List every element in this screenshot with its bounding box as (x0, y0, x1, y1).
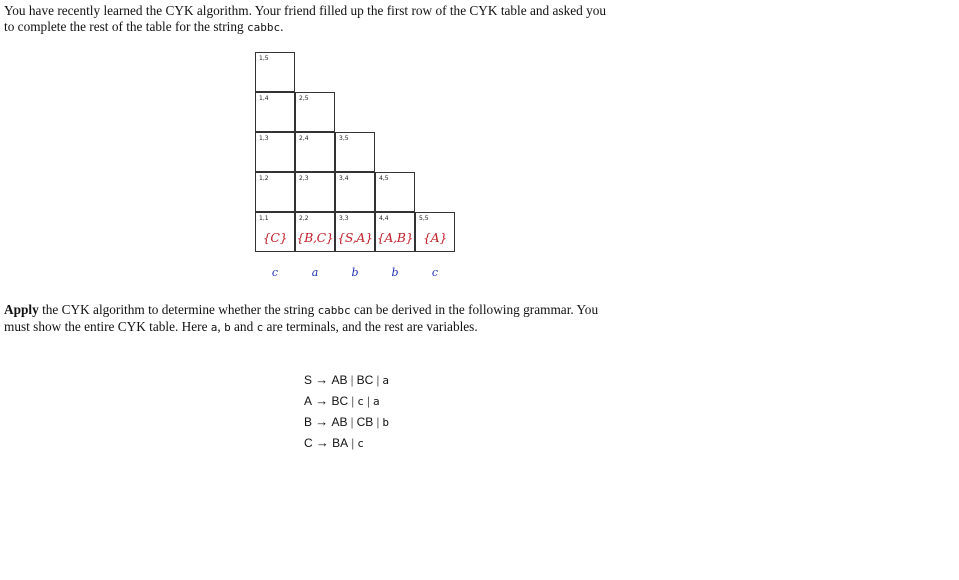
cell-index: 2,3 (299, 175, 309, 182)
cyk-cell (255, 132, 295, 172)
cyk-cell (255, 172, 295, 212)
cell-index: 1,5 (259, 55, 269, 62)
cell-value (416, 230, 454, 245)
rule-lhs: S (304, 373, 313, 387)
grammar-rule-b: B → AB | CB | b (304, 414, 390, 429)
rule-arrow: → (315, 435, 329, 450)
rule-terminal: a (373, 395, 380, 408)
rule-arrow: → (315, 372, 329, 387)
grammar-rule-s: S → AB | BC | a (304, 372, 390, 387)
cell-value (376, 230, 414, 245)
cyk-cell (335, 132, 375, 172)
intro-string: cabbc (246, 20, 281, 34)
input-letter: c (271, 266, 279, 279)
intro-period: . (280, 18, 284, 34)
cell-index: 3,5 (339, 135, 349, 142)
rule-arrow: → (315, 414, 329, 429)
cell-value (256, 230, 294, 245)
task-line-1-end: can be derived in the following grammar. You (350, 302, 599, 317)
cell-value (296, 230, 334, 245)
rule-rhs: CB (356, 415, 374, 429)
cell-value-text: {A} (422, 230, 448, 245)
rule-rhs: BC (356, 373, 374, 387)
rule-lhs: A (304, 394, 313, 408)
cyk-cell (295, 92, 335, 132)
cell-index: 2,5 (299, 95, 309, 102)
input-letter: a (311, 266, 319, 279)
intro-line-2-text: to complete the rest of the table for the string (4, 18, 247, 34)
task-and: and (230, 318, 257, 334)
rule-rhs: BA (332, 436, 349, 450)
cell-index: 1,3 (259, 135, 269, 142)
task-sep: , (217, 318, 225, 334)
task-string: cabbc (317, 304, 351, 317)
cyk-cell (335, 172, 375, 212)
task-paragraph (4, 302, 598, 335)
task-line-1 (4, 302, 598, 319)
cell-value-text: {C} (262, 230, 288, 245)
task-line-1-text: the CYK algorithm to determine whether the string (38, 302, 318, 317)
input-letter: b (351, 266, 359, 279)
cyk-cell (295, 132, 335, 172)
cell-index: 1,1 (259, 215, 269, 222)
intro-line-2 (4, 19, 606, 36)
terminal-a: a (210, 320, 218, 334)
cell-value-text: {S,A} (337, 230, 373, 245)
input-letter: b (391, 266, 399, 279)
task-line-2-end: are terminals, and the rest are variables. (263, 318, 478, 334)
cell-index: 4,4 (379, 215, 389, 222)
cyk-cell (255, 92, 295, 132)
rule-terminal: c (357, 437, 364, 450)
task-line-2 (4, 319, 598, 336)
rule-terminal: b (382, 416, 390, 429)
cell-index: 1,2 (259, 175, 269, 182)
intro-line-1: You have recently learned the CYK algorithm. Your friend filled up the first row of the CYK table and asked you (4, 3, 607, 18)
rule-rhs: AB (331, 415, 348, 429)
cell-index: 5,5 (419, 215, 429, 222)
cell-index: 4,5 (379, 175, 389, 182)
cell-index: 1,4 (259, 95, 269, 102)
cyk-cell (415, 212, 455, 252)
grammar-rule-c: C → BA | c (304, 435, 364, 450)
terminal-c: c (256, 320, 264, 334)
cyk-cell (255, 212, 295, 252)
rule-arrow: → (315, 393, 329, 408)
cell-index: 3,4 (339, 175, 349, 182)
terminal-b: b (224, 320, 231, 334)
grammar-rule-a: A → BC | c | a (304, 393, 380, 408)
rule-rhs: AB (331, 373, 348, 387)
intro-paragraph (4, 3, 606, 35)
cyk-cell (375, 212, 415, 252)
cell-index: 3,3 (339, 215, 349, 222)
rule-rhs: BC (331, 394, 349, 408)
cyk-cell (375, 172, 415, 212)
task-keyword: Apply (4, 302, 39, 317)
cyk-cell (295, 172, 335, 212)
grammar-rules (304, 370, 389, 454)
input-letter: c (431, 266, 439, 279)
rule-lhs: B (304, 415, 313, 429)
cyk-cell (295, 212, 335, 252)
cell-value (336, 230, 374, 245)
cell-index: 2,4 (299, 135, 309, 142)
rule-lhs: C (304, 436, 313, 450)
cell-index: 2,2 (299, 215, 309, 222)
cyk-cell (255, 52, 295, 92)
rule-terminal: c (357, 395, 364, 408)
cyk-cell (335, 212, 375, 252)
cell-value-text: {B,C} (296, 230, 334, 245)
rule-terminal: a (382, 374, 390, 387)
cell-value-text: {A,B} (376, 230, 414, 245)
task-line-2-text: must show the entire CYK table. Here (4, 318, 211, 334)
